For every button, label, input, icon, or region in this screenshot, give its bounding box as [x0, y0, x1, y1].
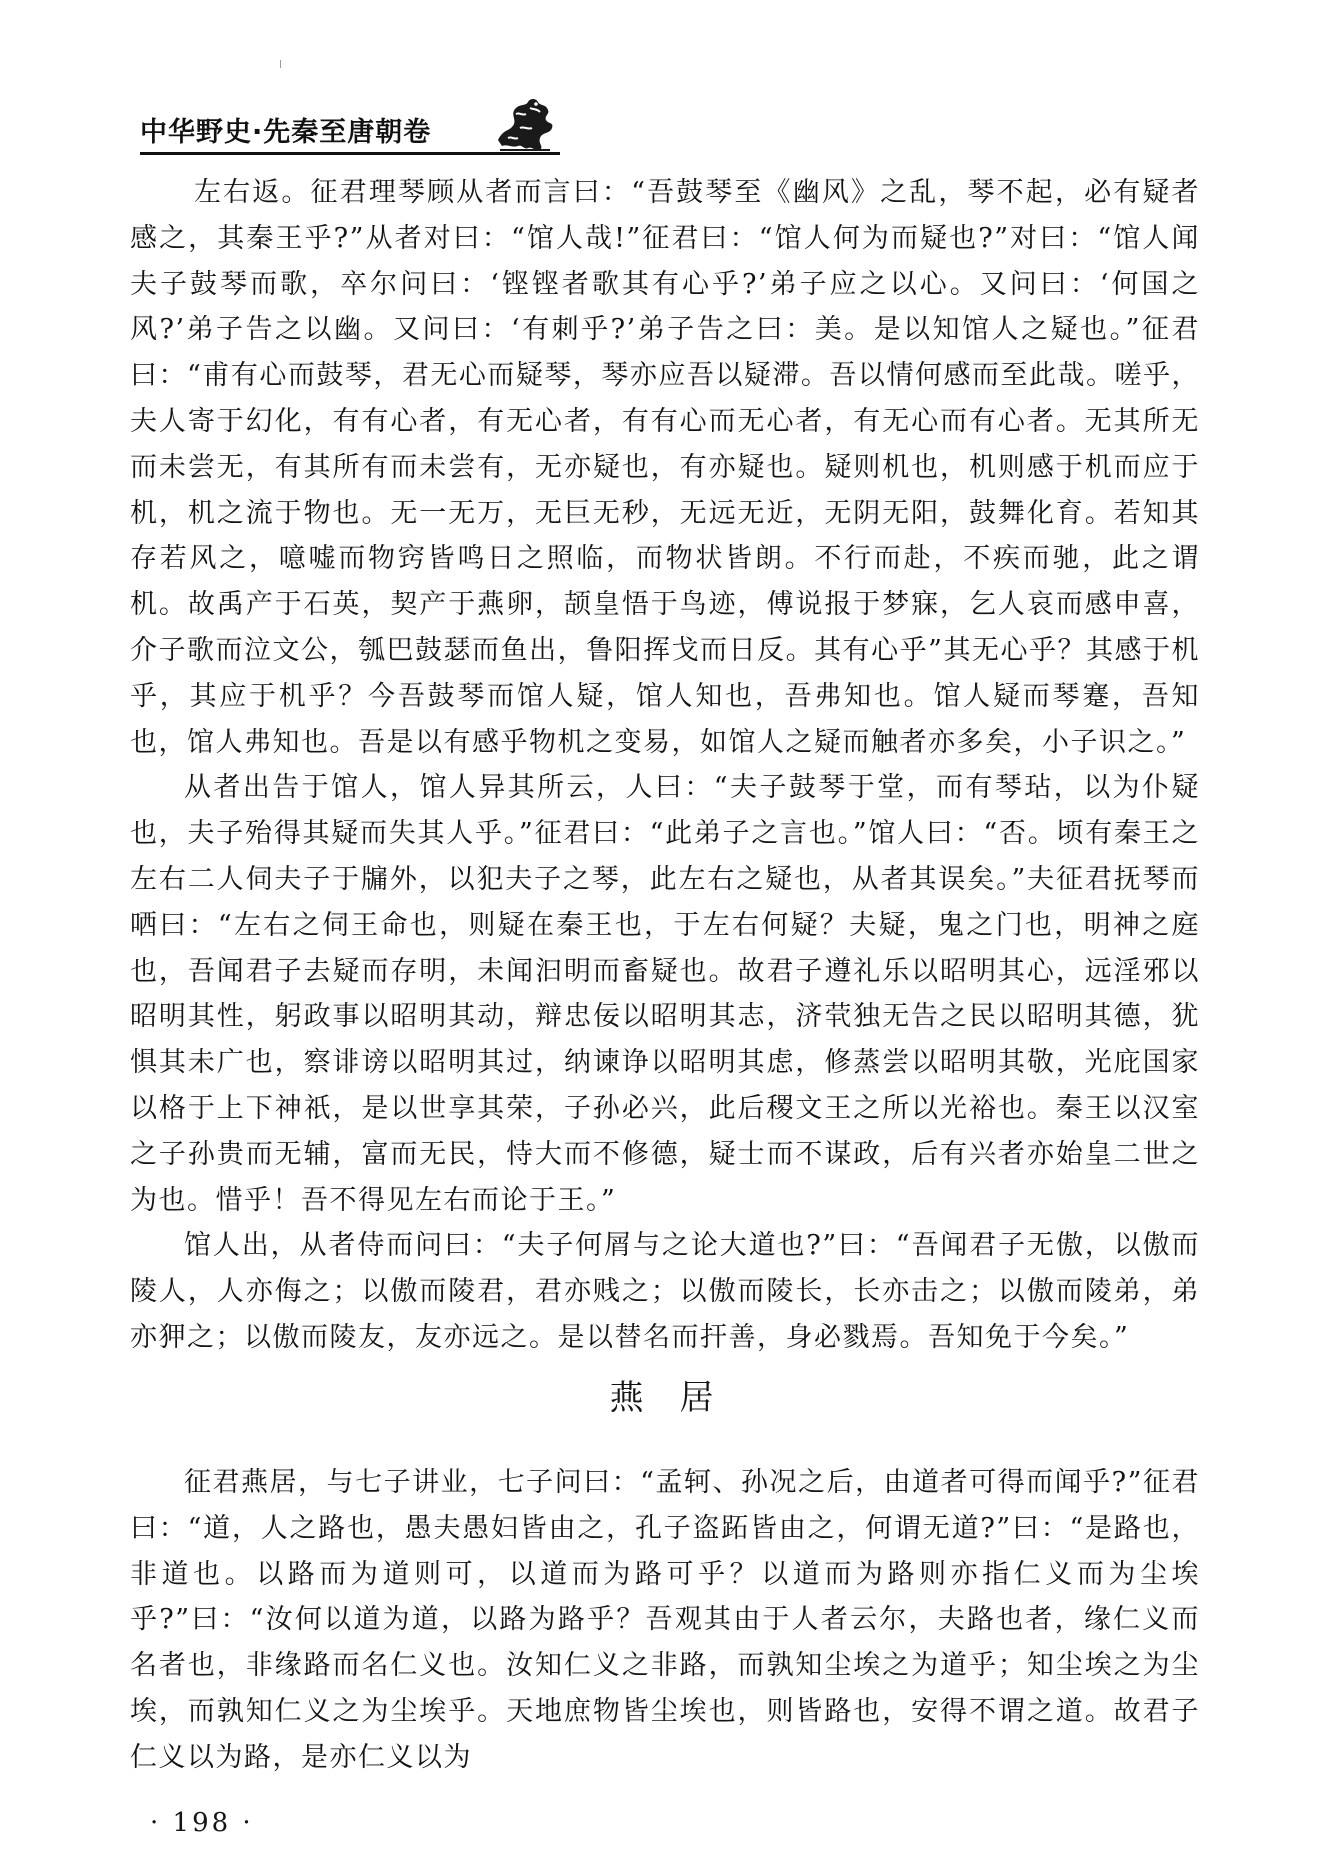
paragraph: 从者出告于馆人，馆人异其所云，人曰：“夫子鼓琴于堂，而有琴玷，以为仆疑也，夫子殆得其疑而失其人乎。”征君曰：“此弟子之言也。”馆人曰：“否。顷有秦王之左右二人伺夫子于牖外，以犯夫子之琴，此左右之疑也，从者其误矣。”夫征君抚琴而哂曰：“左右之伺王命也，则疑在秦王也，于左右何疑？夫疑，鬼之门也，明神之庭也，吾闻君子去疑而存明，未闻汩明而畜疑也。故君子遵礼乐以昭明其心，远淫邪以昭明其性，躬政事以昭明其动，辩忠佞以昭明其志，济茕独无告之民以昭明其德，犹惧其未广也，察诽谤以昭明其过，纳谏诤以昭明其虑，修蒸尝以昭明其敬，光庇国家以格于上下神祇，是以世享其荣，子孙必兴，此后稷文王之所以光裕也。秦王以汉室之子孙贵而无辅，富而无民，恃大而不修德，疑士而不谋政，后有兴者亦始皇二世之为也。惜乎！吾不得见左右而论于王。” [130, 772, 1200, 1216]
section-title: 燕居 [609, 1378, 750, 1418]
paragraph: 左右返。征君理琴顾从者而言曰：“吾鼓琴至《幽风》之乱，琴不起，必有疑者感之，其秦王乎?”从者对曰：“馆人哉!”征君曰：“馆人何为而疑也?”对曰：“馆人闻夫子鼓琴而歌，卒尔问曰：‘铿铿者歌其有心乎?’弟子应之以心。又问曰：‘何国之风?’弟子告之以幽。又问曰：‘有刺乎?’弟子告之曰：美。是以知馆人之疑也。”征君曰：“甫有心而鼓琴，君无心而疑琴，琴亦应吾以疑滞。吾以情何感而至此哉。嗟乎，夫人寄于幻化，有有心者，有无心者，有有心而无心者，有无心而有心者。无其所无而未尝无，有其所有而未尝有，无亦疑也，有亦疑也。疑则机也，机则感于机而应于机，机之流于物也。无一无万，无巨无秒，无远无近，无阴无阳，鼓舞化育。若知其存若风之，噫嘘而物窍皆鸣日之照临，而物状皆朗。不行而赴，不疾而驰，此之谓机。故禹产于石英，契产于燕卵，颉皇悟于鸟迹，傅说报于梦寐，乞人哀而感申喜，介子歌而泣文公，瓠巴鼓瑟而鱼出，鲁阳挥戈而日反。其有心乎”其无心乎？其感于机乎，其应于机乎？今吾鼓琴而馆人疑，馆人知也，吾弗知也。馆人疑而琴蹇，吾知也，馆人弗知也。吾是以有感乎物机之变易，如馆人之疑而触者亦多矣，小子识之。” [130, 177, 1200, 758]
book-title: 中华野史·先秦至唐朝卷 [140, 117, 432, 148]
paragraph: 馆人出，从者侍而问曰：“夫子何屑与之论大道也?”曰：“吾闻君子无傲，以傲而陵人，人亦侮之；以傲而陵君，君亦贱之；以傲而陵长，长亦击之；以傲而陵弟，弟亦狎之；以傲而陵友，友亦远之。是以替名而扞善，身必戮焉。吾知免于今矣。” [130, 1230, 1200, 1353]
scan-mark [280, 60, 281, 68]
paragraph: 征君燕居，与七子讲业，七子问曰：“孟轲、孙况之后，由道者可得而闻乎?”征君曰：“道，人之路也，愚夫愚妇皆由之，孔子盗跖皆由之，何谓无道?”曰：“是路也，非道也。以路而为道则可，以道而为路可乎？以道而为路则亦指仁义而为尘埃乎?”曰：“汝何以道为道，以路为路乎？吾观其由于人者云尔，夫路也者，缘仁义而名者也，非缘路而名仁义也。汝知仁义之非路，而孰知尘埃之为道乎；知尘埃之为尘埃，而孰知仁义之为尘埃乎。天地庶物皆尘埃也，则皆路也，安得不谓之道。故君子仁义以为路，是亦仁义以为 [130, 1467, 1200, 1773]
main-text [130, 170, 1200, 1361]
section-text [130, 1460, 1200, 1781]
page-number: · 198 · [150, 1808, 254, 1838]
dragon-emblem-icon [490, 88, 560, 158]
